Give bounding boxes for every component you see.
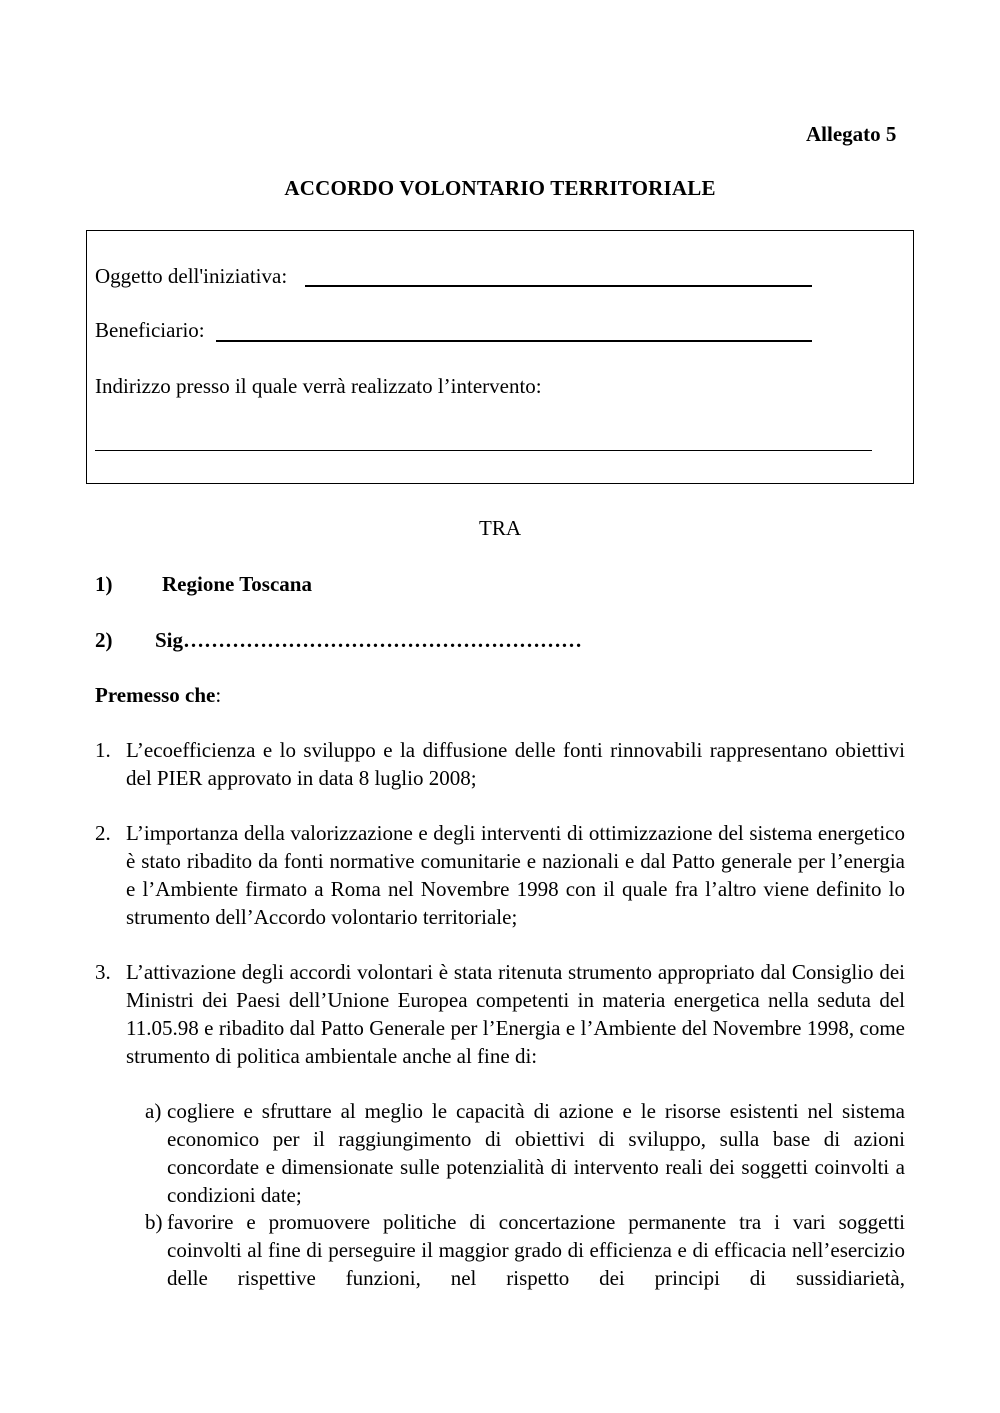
premesso-label: Premesso che — [95, 683, 216, 707]
oggetto-field-line[interactable] — [305, 285, 812, 287]
item-number: 1. — [95, 738, 111, 762]
allegato-label: Allegato 5 — [806, 122, 897, 146]
subitem-text: favorire e promuovere politiche di concertazione permanente tra i vari soggetti coinvolti al fine di perseguire il maggior grado di efficienza e di efficacia nell’esercizio delle rispettive funzioni, nel rispetto dei principi di sussidiarietà, — [167, 1210, 905, 1290]
beneficiario-label: Beneficiario: — [95, 318, 205, 342]
item-number: 2. — [95, 821, 111, 845]
subitem-letter: b) — [145, 1210, 163, 1234]
beneficiario-field-line[interactable] — [216, 340, 812, 342]
oggetto-label: Oggetto dell'iniziativa: — [95, 264, 288, 288]
premesso-heading — [95, 681, 221, 709]
indirizzo-label: Indirizzo presso il quale verrà realizzato l’intervento: — [95, 374, 542, 398]
tra-heading: TRA — [479, 516, 521, 540]
party-number: 1) — [95, 572, 113, 596]
document-title: ACCORDO VOLONTARIO TERRITORIALE — [284, 176, 716, 200]
party-name: Sig………………………………………………… — [155, 628, 583, 652]
item-number: 3. — [95, 960, 111, 984]
indirizzo-field-line[interactable] — [95, 450, 872, 451]
premesso-colon: : — [215, 683, 222, 707]
item-text: L’attivazione degli accordi volontari è stata ritenuta strumento appropriato dal Consiglio dei Ministri dei Paesi dell’Unione Europea competenti in materia energetica nella seduta del 11.05.98 e ribadito dal Patto Generale per l’Energia e l’Ambiente del Novembre 1998, come strumento di politica ambientale anche al fine di: — [126, 960, 905, 1068]
item-text: L’importanza della valorizzazione e degli interventi di ottimizzazione del sistema energetico è stato ribadito da fonti normative comunitarie e nazionali e dal Patto generale per l’energia e l’Ambiente firmato a Roma nel Novembre 1998 con il quale fra l’altro viene definito lo strumento dell’Accordo volontario territoriale; — [126, 821, 905, 929]
subitem-letter: a) — [145, 1099, 162, 1123]
party-name: Regione Toscana — [162, 572, 312, 596]
party-number: 2) — [95, 628, 113, 652]
subitem-text: cogliere e sfruttare al meglio le capacità di azione e le risorse esistenti nel sistema economico per il raggiungimento di obiettivi di sviluppo, sulla base di azioni concordate e dimensionate sulle potenzialità di intervento reali dei soggetti coinvolti a condizioni date; — [167, 1099, 905, 1207]
item-text: L’ecoefficienza e lo sviluppo e la diffusione delle fonti rinnovabili rappresentano obiettivi del PIER approvato in data 8 luglio 2008; — [126, 738, 905, 790]
